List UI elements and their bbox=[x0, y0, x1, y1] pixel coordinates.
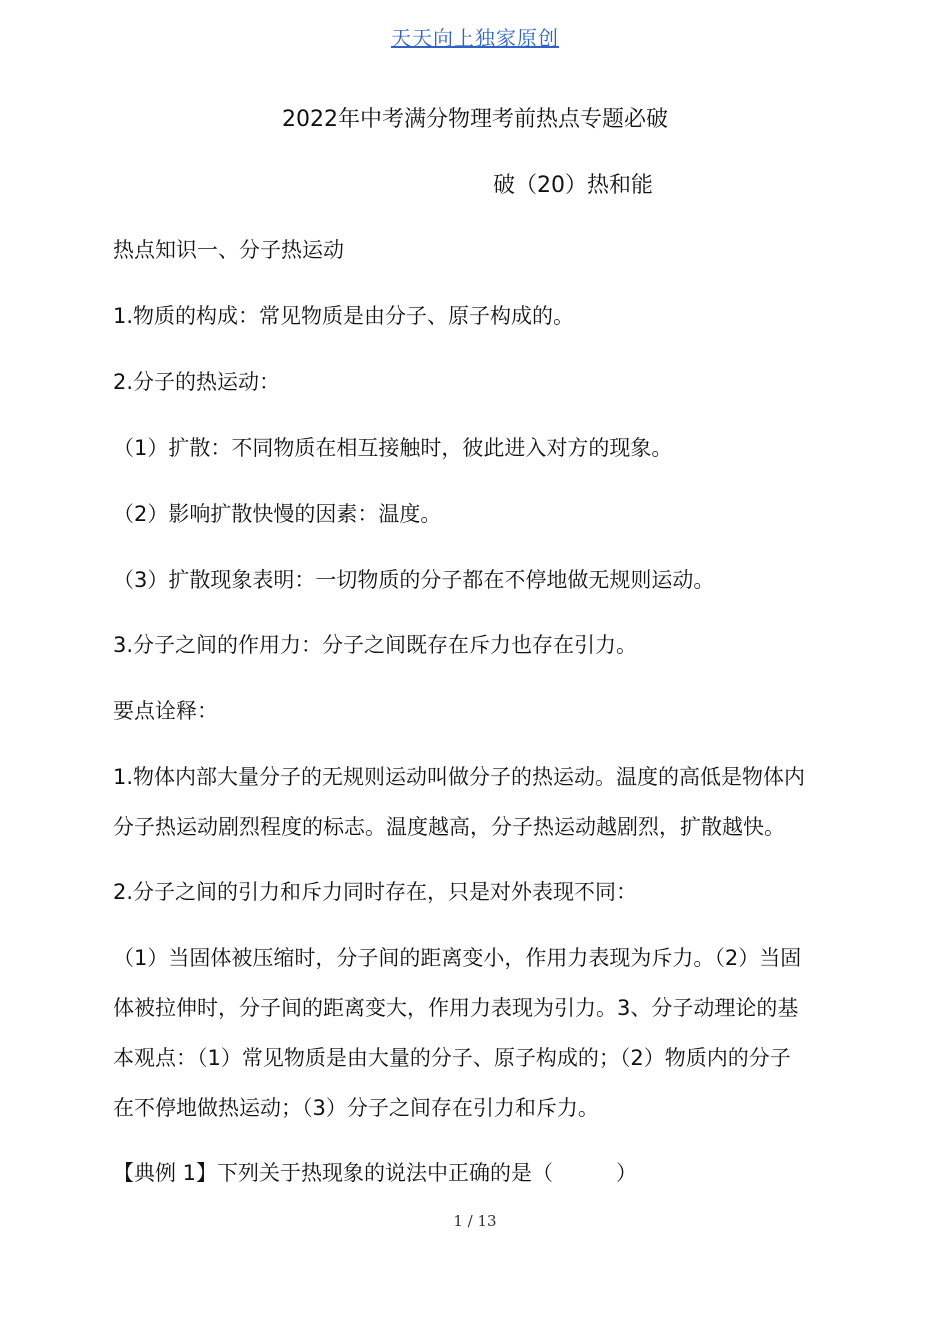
header-link[interactable]: 天天向上独家原创 bbox=[391, 26, 559, 50]
paragraph-heading: 要点诠释： bbox=[113, 699, 218, 723]
paragraph-line: （3）扩散现象表明：一切物质的分子都在不停地做无规则运动。 bbox=[113, 568, 715, 592]
paragraph-line: （2）影响扩散快慢的因素：温度。 bbox=[113, 502, 442, 526]
paragraph-line: 分子热运动剧烈程度的标志。温度越高，分子热运动越剧烈，扩散越快。 bbox=[113, 815, 785, 839]
document-subtitle: 破（20）热和能 bbox=[493, 173, 653, 198]
paragraph-line: 2.分子的热运动： bbox=[113, 370, 281, 394]
document-title: 2022年中考满分物理考前热点专题必破 bbox=[282, 107, 668, 132]
section-heading: 热点知识一、分子热运动 bbox=[113, 238, 344, 262]
example-heading: 【典例 1】下列关于热现象的说法中正确的是（ ） bbox=[113, 1161, 638, 1185]
paragraph-line: 在不停地做热运动；（3）分子之间存在引力和斥力。 bbox=[113, 1096, 599, 1120]
paragraph-line: 3.分子之间的作用力：分子之间既存在斥力也存在引力。 bbox=[113, 633, 638, 657]
paragraph-line: （1）扩散：不同物质在相互接触时，彼此进入对方的现象。 bbox=[113, 436, 673, 460]
paragraph-line: 本观点：（1）常见物质是由大量的分子、原子构成的；（2）物质内的分子 bbox=[113, 1046, 791, 1070]
paragraph-line: 体被拉伸时，分子间的距离变大，作用力表现为引力。3、分子动理论的基 bbox=[113, 996, 799, 1020]
paragraph-line: 2.分子之间的引力和斥力同时存在，只是对外表现不同： bbox=[113, 880, 638, 904]
paragraph-line: 1.物体内部大量分子的无规则运动叫做分子的热运动。温度的高低是物体内 bbox=[113, 765, 806, 789]
paragraph-line: （1）当固体被压缩时，分子间的距离变小，作用力表现为斥力。（2）当固 bbox=[113, 946, 802, 970]
page-number: 1 / 13 bbox=[453, 1212, 497, 1230]
paragraph-line: 1.物质的构成：常见物质是由分子、原子构成的。 bbox=[113, 304, 575, 328]
page-header bbox=[0, 22, 950, 51]
